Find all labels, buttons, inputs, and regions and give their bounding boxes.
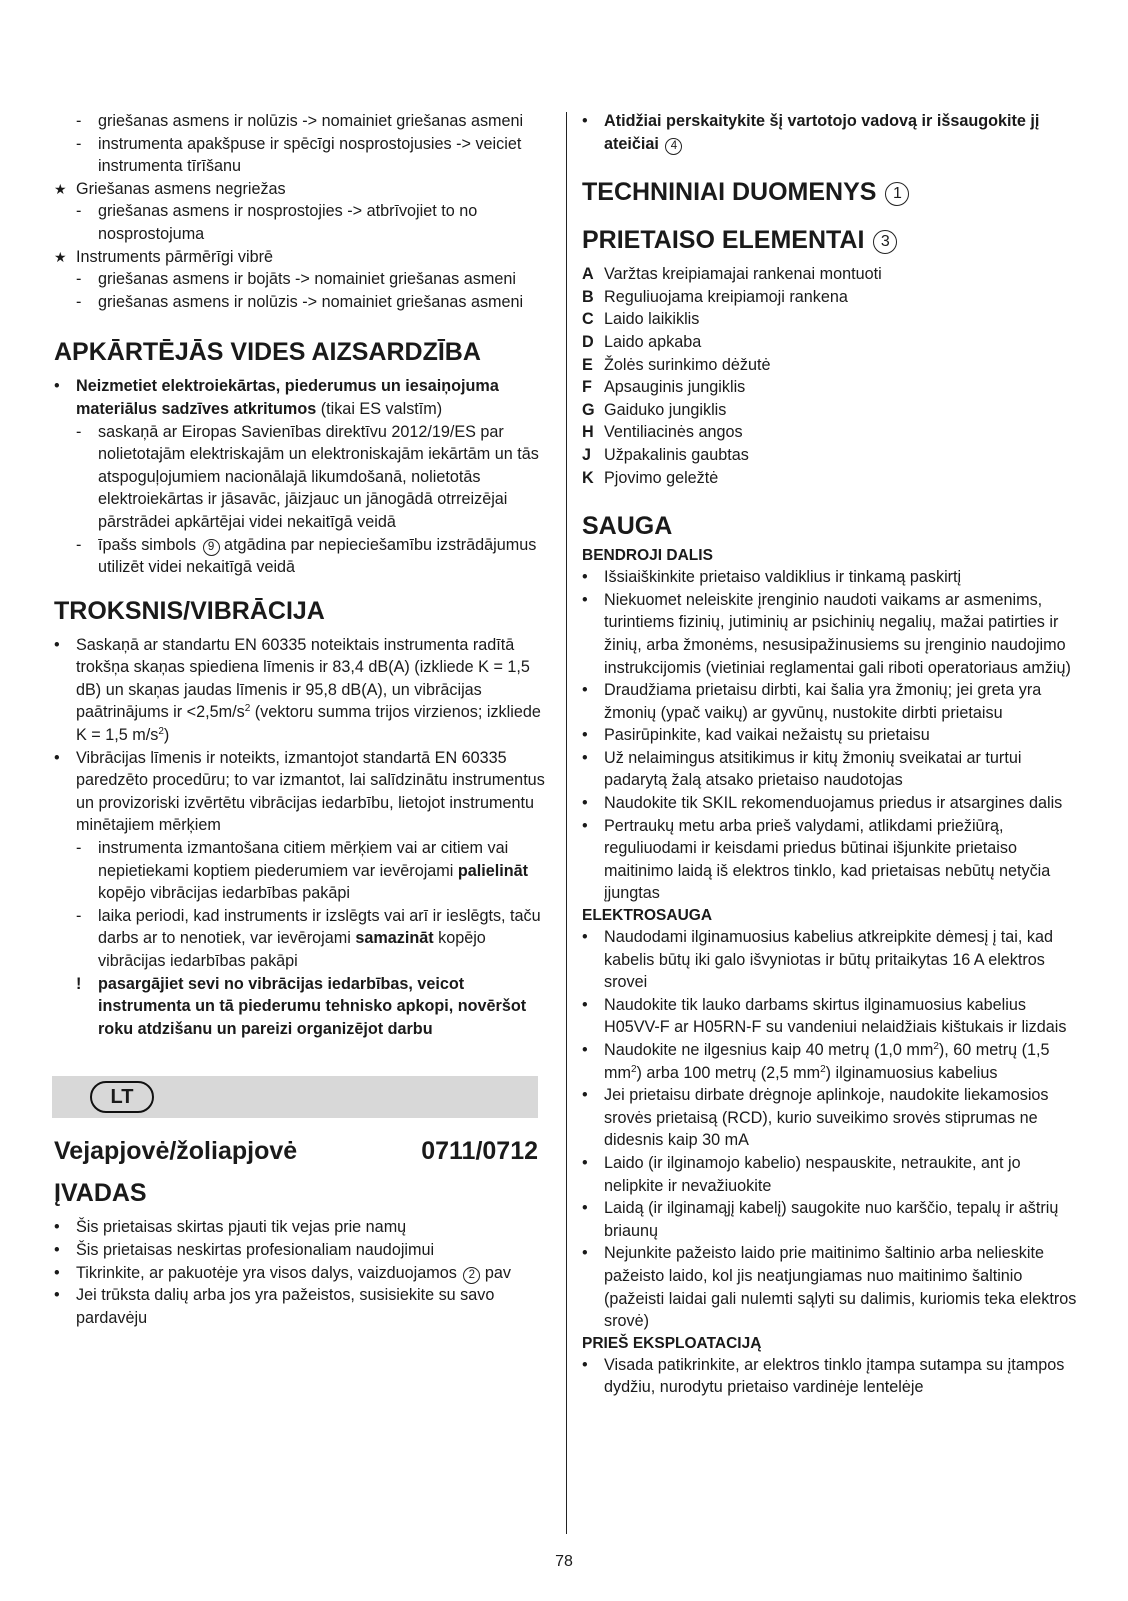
parts-list: [582, 263, 1082, 489]
product-title-row: [54, 1136, 538, 1166]
list-item: A Varžtas kreipiamajai rankenai montuoti: [582, 265, 882, 284]
list-item: • Naudokite tik SKIL rekomenduojamus priedus ir atsargines dalis: [582, 794, 1063, 813]
list-item: B Reguliuojama kreipiamoji rankena: [582, 287, 848, 306]
elements-heading: PRIETAISO ELEMENTAI 3: [582, 225, 1082, 255]
list-item: • Laidą (ir ilginamąjį kabelį) saugokite nuo karščio, tepalų ir aštrių briaunų: [582, 1199, 1059, 1240]
list-item: • Naudodami ilginamuosius kabelius atkreipkite dėmesį į tai, kad kabelis būtų iki galo išvyniotas ir būtų pritaikytas 16 A elektros srovei: [582, 928, 1053, 992]
list-item: • Išsiaiškinkite prietaiso valdiklius ir tinkamą paskirtį: [582, 568, 962, 587]
safety-heading: SAUGA: [582, 512, 673, 541]
before-use-subheading: PRIEŠ EKSPLOATACIJĄ: [582, 1334, 762, 1352]
list-item: - griešanas asmens ir bojāts -> nomainiet griešanas asmeni: [76, 270, 516, 289]
list-item: • Neizmetiet elektroiekārtas, piederumus un iesaiņojuma materiālus sadzīves atkritumos (tikai ES valstīm): [54, 377, 499, 418]
product-name: Vejapjovė/žoliapjovė: [54, 1137, 298, 1166]
list-item: - instrumenta apakšpuse ir spēcīgi nosprostojusies -> veiciet instrumenta tīrīšanu: [76, 134, 522, 176]
env-heading: APKĀRTĒJĀS VIDES AIZSARDZĪBA: [54, 338, 481, 367]
troubleshooting-list: [54, 110, 550, 313]
exclamation-icon: !: [76, 974, 82, 993]
list-item: • Naudokite ne ilgesnius kaip 40 metrų (1,0 $mm^2$), 60 metrų (1,5 $mm^2$) arba 100 metrų (2,5 $mm^2$) ilginamuosius kabelius: [582, 1041, 1050, 1082]
list-item: - griešanas asmens ir nolūzis -> nomainiet griešanas asmeni: [76, 292, 524, 311]
list-item: • Šis prietaisas neskirtas profesionaliam naudojimui: [54, 1240, 435, 1259]
figure-ref: 9: [203, 539, 220, 556]
list-item: • Saskaņā ar standartu EN 60335 noteiktais instrumenta radītā trokšņa skaņas spiediena līmenis ir 83,4 dB(A) (izkliede K = 1,5 dB) un skaņas jaudas līmenis ir 95,8 dB(A), un vibrācijas paātrinājums ir $<2,5m/s^2$ (vektoru summa trijos virzienos; izkliede K = 1,5 $m/s^2$): [54, 635, 541, 745]
list-item: - griešanas asmens ir nolūzis -> nomainiet griešanas asmeni: [76, 112, 524, 130]
figure-ref: 3: [873, 230, 897, 254]
list-item: G Gaiduko jungiklis: [582, 400, 727, 419]
list-item: • Vibrācijas līmenis ir noteikts, izmantojot standartā EN 60335 paredzēto procedūru; to var izmantot, lai salīdzinātu instrumentus un provizoriski izvērtētu vibrācijas iedarbību, lietojot instrumentu minētajiem mērķiem: [54, 748, 545, 835]
list-item: • Niekuomet neleiskite įrenginio naudoti vaikams ar asmenims, turintiems fizinių, jutiminių ar psichinių negalių, mažai patirties ir žinių, arba žmonėms, nesusipažinusiems su įrenginio naudojimo instrukcijomis (vietiniai reglamentai gali riboti operatoriaus amžių): [582, 590, 1071, 677]
list-item: • Šis prietaisas skirtas pjauti tik vejas prie namų: [54, 1218, 407, 1237]
electric-subheading: ELEKTROSAUGA: [582, 907, 713, 925]
list-item: • Draudžiama prietaisu dirbti, kai šalia yra žmonių; jei greta yra žmonių (ypač vaikų) ar gyvūnų, nustokite dirbti prietaisu: [582, 681, 1042, 722]
left-column: [54, 110, 550, 1329]
noise-heading: TROKSNIS/VIBRĀCIJA: [54, 596, 325, 625]
list-item: C Laido laikiklis: [582, 310, 700, 329]
list-item: • Naudokite tik lauko darbams skirtus ilginamuosius kabelius H05VV-F ar H05RN-F su vandeniui nelaidžiais kištukais ir lizdais: [582, 995, 1067, 1037]
list-item: - griešanas asmens ir nosprostojies -> atbrīvojiet to no nosprostojuma: [76, 202, 478, 243]
list-item: D Laido apkaba: [582, 332, 702, 351]
list-item: - īpašs simbols 9 atgādina par nepieciešamību izstrādājumus utilizēt videi nekaitīgā veidā: [76, 535, 537, 577]
language-band: [52, 1076, 538, 1118]
list-item: • Tikrinkite, ar pakuotėje yra visos dalys, vaizduojamos 2 pav: [54, 1263, 511, 1282]
right-column: [582, 110, 1082, 1399]
list-item: J Užpakalinis gaubtas: [582, 445, 749, 464]
list-item: E Žolės surinkimo dėžutė: [582, 355, 771, 374]
list-item: • Jei prietaisu dirbate drėgnoje aplinkoje, naudokite liekamosios srovės prietaisą (RCD), kurio suveikimo srovės stiprumas ne didesnis kaip 30 mA: [582, 1086, 1049, 1150]
list-item: ★ Griešanas asmens negriežas: [54, 178, 550, 201]
list-item: - instrumenta izmantošana citiem mērķiem vai ar citiem vai nepietiekami koptiem piederumiem var ievērojami palielināt kopējo vibrācijas iedarbības pakāpi: [76, 839, 529, 903]
star-icon: ★: [54, 180, 67, 197]
column-divider: [566, 112, 567, 1534]
list-item: • Pertraukų metu arba prieš valydami, atlikdami priežiūrą, reguliuodami ir keisdami priedus būtinai išjunkite prietaiso maitinimo laidą iš elektros tinklo, kad prietaisas nebūtų netyčia įjungtas: [582, 816, 1051, 903]
list-item: - saskaņā ar Eiropas Savienības direktīvu 2012/19/ES par nolietotajām elektriskajām un elektroniskajām iekārtām un tās atspoguļojumiem nacionālajā likumdošanā, nolietotās elektroiekārtas ir jāsavāc, jāizjauc un jānogādā otrreizējai pārstrādei apkārtējai videi nekaitīgā veidā: [76, 422, 539, 531]
star-icon: ★: [54, 248, 67, 265]
list-item: • Laido (ir ilginamojo kabelio) nespauskite, netraukite, ant jo nelipkite ir nevažiuokite: [582, 1153, 1021, 1195]
list-item: • Pasirūpinkite, kad vaikai nežaistų su prietaisu: [582, 726, 930, 745]
list-item: F Apsauginis jungiklis: [582, 378, 746, 397]
figure-ref: 4: [665, 138, 682, 155]
list-item: - laika periodi, kad instruments ir izslēgts vai arī ir ieslēgts, taču darbs ar to nenotiek, var ievērojami samazināt kopējo vibrācijas iedarbības pakāpi: [76, 906, 541, 970]
list-item: ★ Instruments pārmērīgi vibrē: [54, 246, 550, 269]
list-item: • Visada patikrinkite, ar elektros tinklo įtampa sutampa su įtampos dydžiu, nurodytu prietaiso vardinėje lentelėje: [582, 1355, 1065, 1397]
general-subheading: BENDROJI DALIS: [582, 547, 713, 565]
list-item: • Už nelaimingus atsitikimus ir kitų žmonių sveikatai ar turtui padarytą žalą atsako prietaiso naudotojas: [582, 748, 1022, 790]
figure-ref: 2: [463, 1267, 480, 1284]
tech-heading: TECHNINIAI DUOMENYS 1: [582, 177, 1082, 207]
list-item: H Ventiliacinės angos: [582, 423, 743, 442]
figure-ref: 1: [885, 182, 909, 206]
intro-heading: ĮVADAS: [54, 1179, 147, 1208]
list-item: • Jei trūksta dalių arba jos yra pažeistos, susisiekite su savo pardavėju: [54, 1286, 495, 1327]
product-code: 0711/0712: [421, 1137, 538, 1166]
page-number: 78: [555, 1553, 573, 1570]
list-item: • Nejunkite pažeisto laido prie maitinimo šaltinio arba nelieskite pažeisto laido, kol jis neatjungiamas nuo maitinimo šaltinio (pažeisti laidai gali nulemti sąlyti su dalimis, kuriomis teka elektros srovė): [582, 1244, 1077, 1331]
list-item: • Atidžiai perskaitykite šį vartotojo vadovą ir išsaugokite jį ateičiai 4: [582, 112, 1040, 153]
list-item: K Pjovimo geležtė: [582, 468, 719, 487]
warning-item: ! pasargājiet sevi no vibrācijas iedarbības, veicot instrumenta un tā piederumu tehnisko apkopi, novēršot roku atdzišanu un pareizi organizējot darbu: [76, 974, 527, 1038]
language-badge: LT: [90, 1081, 154, 1113]
